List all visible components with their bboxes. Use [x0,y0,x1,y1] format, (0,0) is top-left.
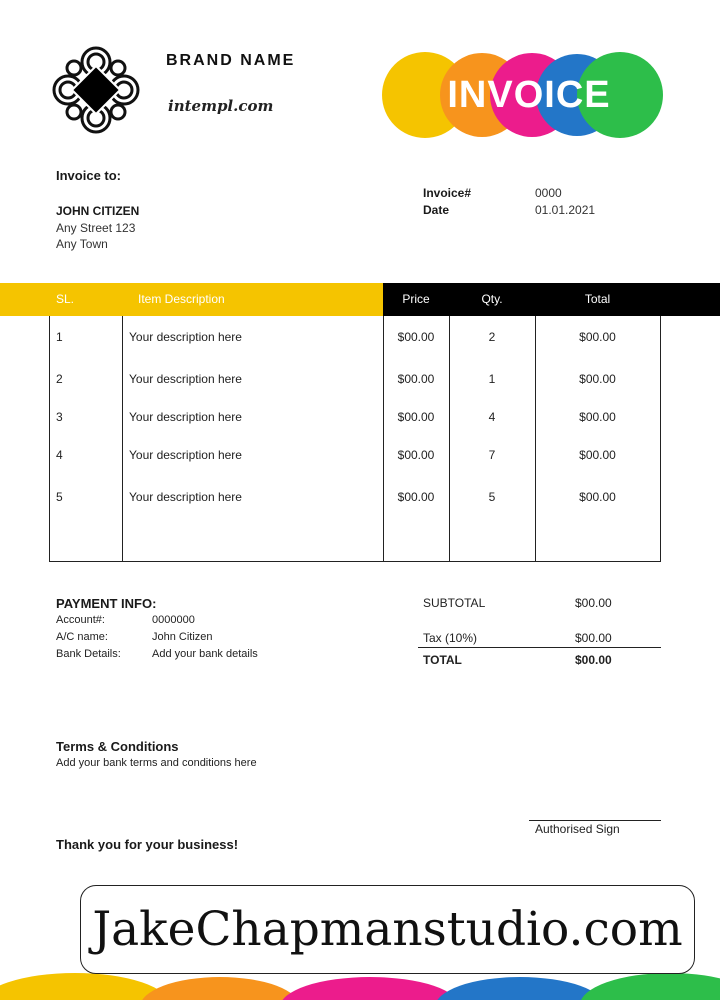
signature-line [529,820,661,821]
row-qty: 7 [488,448,496,462]
header-description: Item Description [138,292,225,306]
column-divider [449,316,450,562]
signature-label: Authorised Sign [535,822,620,836]
subtotal-value: $00.00 [575,596,612,610]
terms-text: Add your bank terms and conditions here [56,757,257,769]
row-sl: 4 [56,448,63,462]
bottom-blob-blue [435,977,605,1000]
row-sl: 3 [56,410,63,424]
column-divider [535,316,536,562]
row-total: $00.00 [579,448,616,462]
row-total: $00.00 [579,372,616,386]
thank-you-note: Thank you for your business! [56,837,239,852]
header-total: Total [584,292,611,306]
row-price: $00.00 [397,330,435,344]
bottom-blob-orange [140,977,300,1000]
row-price: $00.00 [397,410,435,424]
watermark-text: JakeChapmanstudio.com [92,902,683,957]
client-street: Any Street 123 [56,221,136,235]
row-qty: 5 [488,490,496,504]
row-qty: 2 [488,330,496,344]
invoice-banner [380,50,670,140]
row-description: Your description here [129,490,242,504]
invoice-number-label: Invoice# [423,186,472,200]
client-name: JOHN CITIZEN [56,204,140,218]
date-value: 01.01.2021 [535,203,596,217]
bank-details-value: Add your bank details [152,648,258,660]
totals-divider [418,647,661,648]
row-description: Your description here [129,330,242,344]
ornament-logo-icon [50,44,142,136]
bottom-blob-yellow [0,973,170,1000]
row-qty: 1 [488,372,496,386]
terms-title: Terms & Conditions [56,739,179,754]
row-description: Your description here [129,448,242,462]
row-qty: 4 [488,410,496,424]
row-description: Your description here [129,410,242,424]
brand-url: intempl.com [168,97,274,115]
date-label: Date [423,203,450,217]
row-total: $00.00 [579,330,616,344]
column-divider [122,316,123,562]
subtotal-label: SUBTOTAL [423,596,486,610]
row-price: $00.00 [397,448,435,462]
bottom-blob-green [580,973,720,1000]
brand-name: BRAND NAME [166,52,296,69]
row-price: $00.00 [397,490,435,504]
total-label: TOTAL [423,653,462,667]
invoice-to-label: Invoice to: [56,168,122,183]
bottom-blob-pink [280,977,460,1000]
row-total: $00.00 [579,490,616,504]
ac-name-value: John Citizen [152,631,213,643]
items-table [49,316,661,562]
bank-details-label: Bank Details: [56,648,121,660]
tax-label: Tax (10%) [423,631,478,645]
row-sl: 1 [56,330,63,344]
header-price: Price [402,292,430,306]
invoice-title: INVOICE [447,74,611,116]
column-divider [383,316,384,562]
row-sl: 2 [56,372,63,386]
tax-value: $00.00 [575,631,612,645]
row-price: $00.00 [397,372,435,386]
account-value: 0000000 [152,614,195,626]
account-label: Account#: [56,614,105,626]
header-sl: SL. [56,292,75,306]
client-town: Any Town [56,237,108,251]
total-value: $00.00 [575,653,612,667]
row-total: $00.00 [579,410,616,424]
invoice-number-value: 0000 [535,186,562,200]
payment-info-title: PAYMENT INFO: [56,596,157,611]
header-qty: Qty. [481,292,503,306]
ac-name-label: A/C name: [56,631,108,643]
row-sl: 5 [56,490,63,504]
row-description: Your description here [129,372,242,386]
